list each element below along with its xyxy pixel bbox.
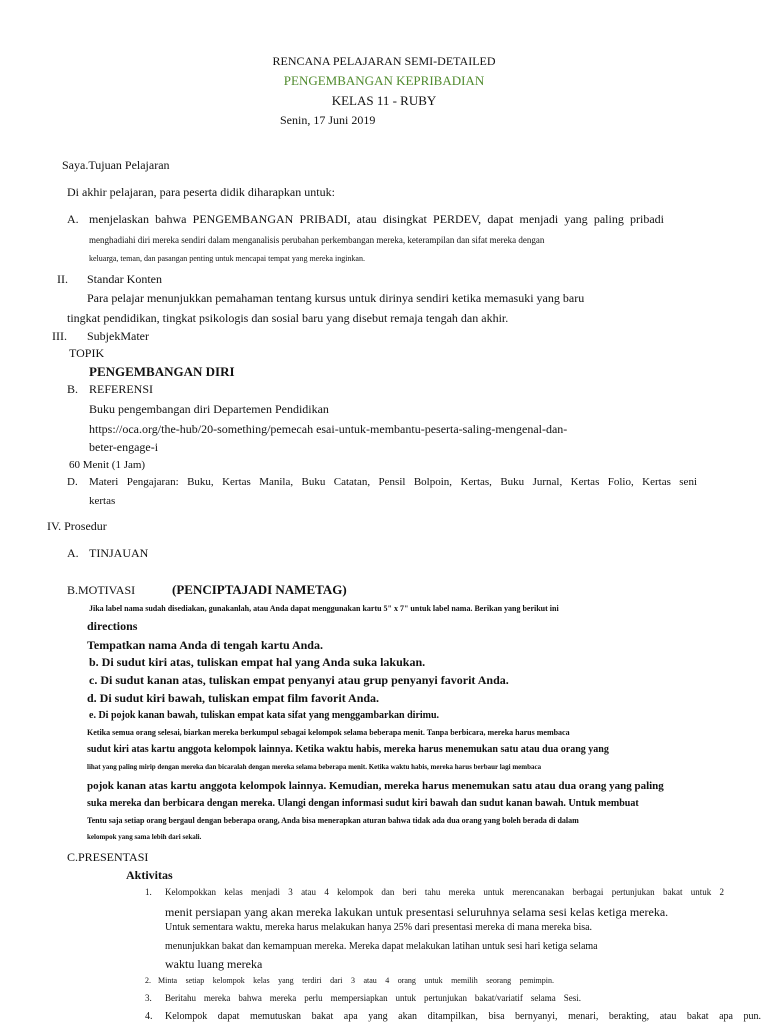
motivasi-label: B.MOTIVASI xyxy=(67,583,136,597)
motivasi-line: sudut kiri atas kartu anggota kelompok lainnya. Ketika waktu habis, mereka harus menemukan satu atau dua orang yang xyxy=(87,744,609,755)
section-2-line2: tingkat pendidikan, tingkat psikologis dan sosial baru yang disebut remaja tengah dan akhir. xyxy=(67,311,509,325)
section-1-intro: Di akhir pelajaran, para peserta didik diharapkan untuk: xyxy=(67,185,335,199)
list-number: 3. xyxy=(145,993,152,1003)
activity-1-line5: waktu luang mereka xyxy=(165,957,263,971)
list-number: 1. xyxy=(145,887,152,897)
reference-book: Buku pengembangan diri Departemen Pendidikan xyxy=(89,402,329,416)
motivasi-title: (PENCIPTAJADI NAMETAG) xyxy=(172,582,347,597)
list-number: 4. xyxy=(145,1011,153,1022)
list-number: 2. xyxy=(145,976,151,985)
topik-value: PENGEMBANGAN DIRI xyxy=(89,364,235,379)
motivasi-line: kelompok yang sama lebih dari sekali. xyxy=(87,833,202,841)
activity-3: Beritahu mereka bahwa mereka perlu mempersiapkan untuk pertunjukan bakat/variatif selama Sesi. xyxy=(165,993,581,1003)
motivasi-line: pojok kanan atas kartu anggota kelompok lainnya. Kemudian, mereka harus menemukan satu atau dua orang yang paling xyxy=(87,780,664,792)
motivasi-line: Tempatkan nama Anda di tengah kartu Anda. xyxy=(87,638,323,652)
objective-a-line1: menjelaskan bahwa PENGEMBANGAN PRIBADI, atau disingkat PERDEV, dapat menjadi yang paling pribadi xyxy=(89,212,664,226)
motivasi-line: suka mereka dan berbicara dengan mereka. Ulangi dengan informasi sudut kiri bawah dan sudut kanan bawah. Untuk membuat xyxy=(87,798,639,809)
motivasi-line: b. Di sudut kiri atas, tuliskan empat hal yang Anda suka lakukan. xyxy=(89,655,426,669)
motivasi-line: lihat yang paling mirip dengan mereka dan bicaralah dengan mereka selama beberapa menit. Ketika waktu habis, mereka harus berbaur lagi membaca xyxy=(87,763,542,771)
materials-line1: Materi Pengajaran: Buku, Kertas Manila, Buku Catatan, Pensil Bolpoin, Kertas, Buku Jurnal, Kertas Folio, Kertas seni xyxy=(89,476,697,488)
section-2-heading: Standar Konten xyxy=(87,272,162,286)
section-2-line1: Para pelajar menunjukkan pemahaman tentang kursus untuk dirinya sendiri ketika memasuki yang baru xyxy=(87,291,585,305)
materials-line2: kertas xyxy=(89,495,116,507)
doc-title: RENCANA PELAJARAN SEMI-DETAILED xyxy=(272,54,496,68)
objective-a-line2: menghadiahi diri mereka sendiri dalam menganalisis perubahan perkembangan mereka, keterampilan dan sifat mereka dengan xyxy=(89,235,545,245)
tinjauan-label: TINJAUAN xyxy=(89,546,149,560)
motivasi-line: Tentu saja setiap orang bergaul dengan beberapa orang, Anda bisa menerapkan aturan bahwa tidak ada dua orang yang boleh berada di dalam xyxy=(87,816,579,825)
doc-class: KELAS 11 - RUBY xyxy=(331,93,437,108)
referensi-label: REFERENSI xyxy=(89,382,154,396)
objective-a-line3: keluarga, teman, dan pasangan penting untuk mencapai tempat yang mereka inginkan. xyxy=(89,254,365,263)
motivasi-line: c. Di sudut kanan atas, tuliskan empat penyanyi atau grup penyanyi favorit Anda. xyxy=(89,673,509,687)
reference-url: https://oca.org/the-hub/20-something/pemecah esai-untuk-membantu-peserta-saling-mengenal-dan- xyxy=(89,422,568,436)
activity-2: Minta setiap kelompok kelas yang terdiri dari 3 atau 4 orang untuk memilih seorang pemimpin. xyxy=(158,976,554,985)
section-3-marker: III. xyxy=(52,329,67,343)
list-marker: A. xyxy=(67,212,79,226)
list-marker: B. xyxy=(67,382,79,396)
motivasi-line: Jika label nama sudah disediakan, gunakanlah, atau Anda dapat menggunakan kartu 5" x 7" untuk label nama. Berikan yang berikut ini xyxy=(89,604,559,613)
topik-label: TOPIK xyxy=(69,346,105,360)
presentasi-label: C.PRESENTASI xyxy=(67,850,149,864)
activity-1-line4: menunjukkan bakat dan kemampuan mereka. Mereka dapat melakukan latihan untuk sesi hari ketiga selama xyxy=(165,941,598,952)
doc-subject: PENGEMBANGAN KEPRIBADIAN xyxy=(283,73,485,88)
activity-4: Kelompok dapat memutuskan bakat apa yang akan ditampilkan, bisa bernyanyi, menari, berakting, atau bakat apa pun. xyxy=(165,1011,761,1022)
motivasi-line: Ketika semua orang selesai, biarkan mereka berkumpul sebagai kelompok selama beberapa menit. Tanpa berbicara, mereka harus membaca xyxy=(87,728,570,737)
section-1-heading: Saya.Tujuan Pelajaran xyxy=(62,158,170,172)
doc-date: Senin, 17 Juni 2019 xyxy=(280,113,376,127)
aktivitas-label: Aktivitas xyxy=(126,868,173,882)
motivasi-line: d. Di sudut kiri bawah, tuliskan empat film favorit Anda. xyxy=(87,691,380,705)
duration: 60 Menit (1 Jam) xyxy=(69,459,146,471)
reference-url-cont: beter-engage-i xyxy=(89,440,159,454)
activity-1-line1: Kelompokkan kelas menjadi 3 atau 4 kelompok dan beri tahu mereka untuk merencanakan berbagai pertunjukan bakat untuk 2 xyxy=(165,887,724,897)
section-3-heading: SubjekMater xyxy=(87,329,149,343)
section-4-heading: IV. Prosedur xyxy=(47,519,107,533)
activity-1-line2: menit persiapan yang akan mereka lakukan untuk presentasi seluruhnya selama sesi kelas ketiga mereka. xyxy=(165,905,669,919)
motivasi-line: directions xyxy=(87,619,138,633)
motivasi-line: e. Di pojok kanan bawah, tuliskan empat kata sifat yang menggambarkan dirimu. xyxy=(89,710,440,721)
list-marker: D. xyxy=(67,476,78,488)
section-2-marker: II. xyxy=(57,272,68,286)
activity-1-line3: Untuk sementara waktu, mereka harus melakukan hanya 25% dari presentasi mereka di mana mereka bisa. xyxy=(165,922,593,933)
list-marker: A. xyxy=(67,546,79,560)
